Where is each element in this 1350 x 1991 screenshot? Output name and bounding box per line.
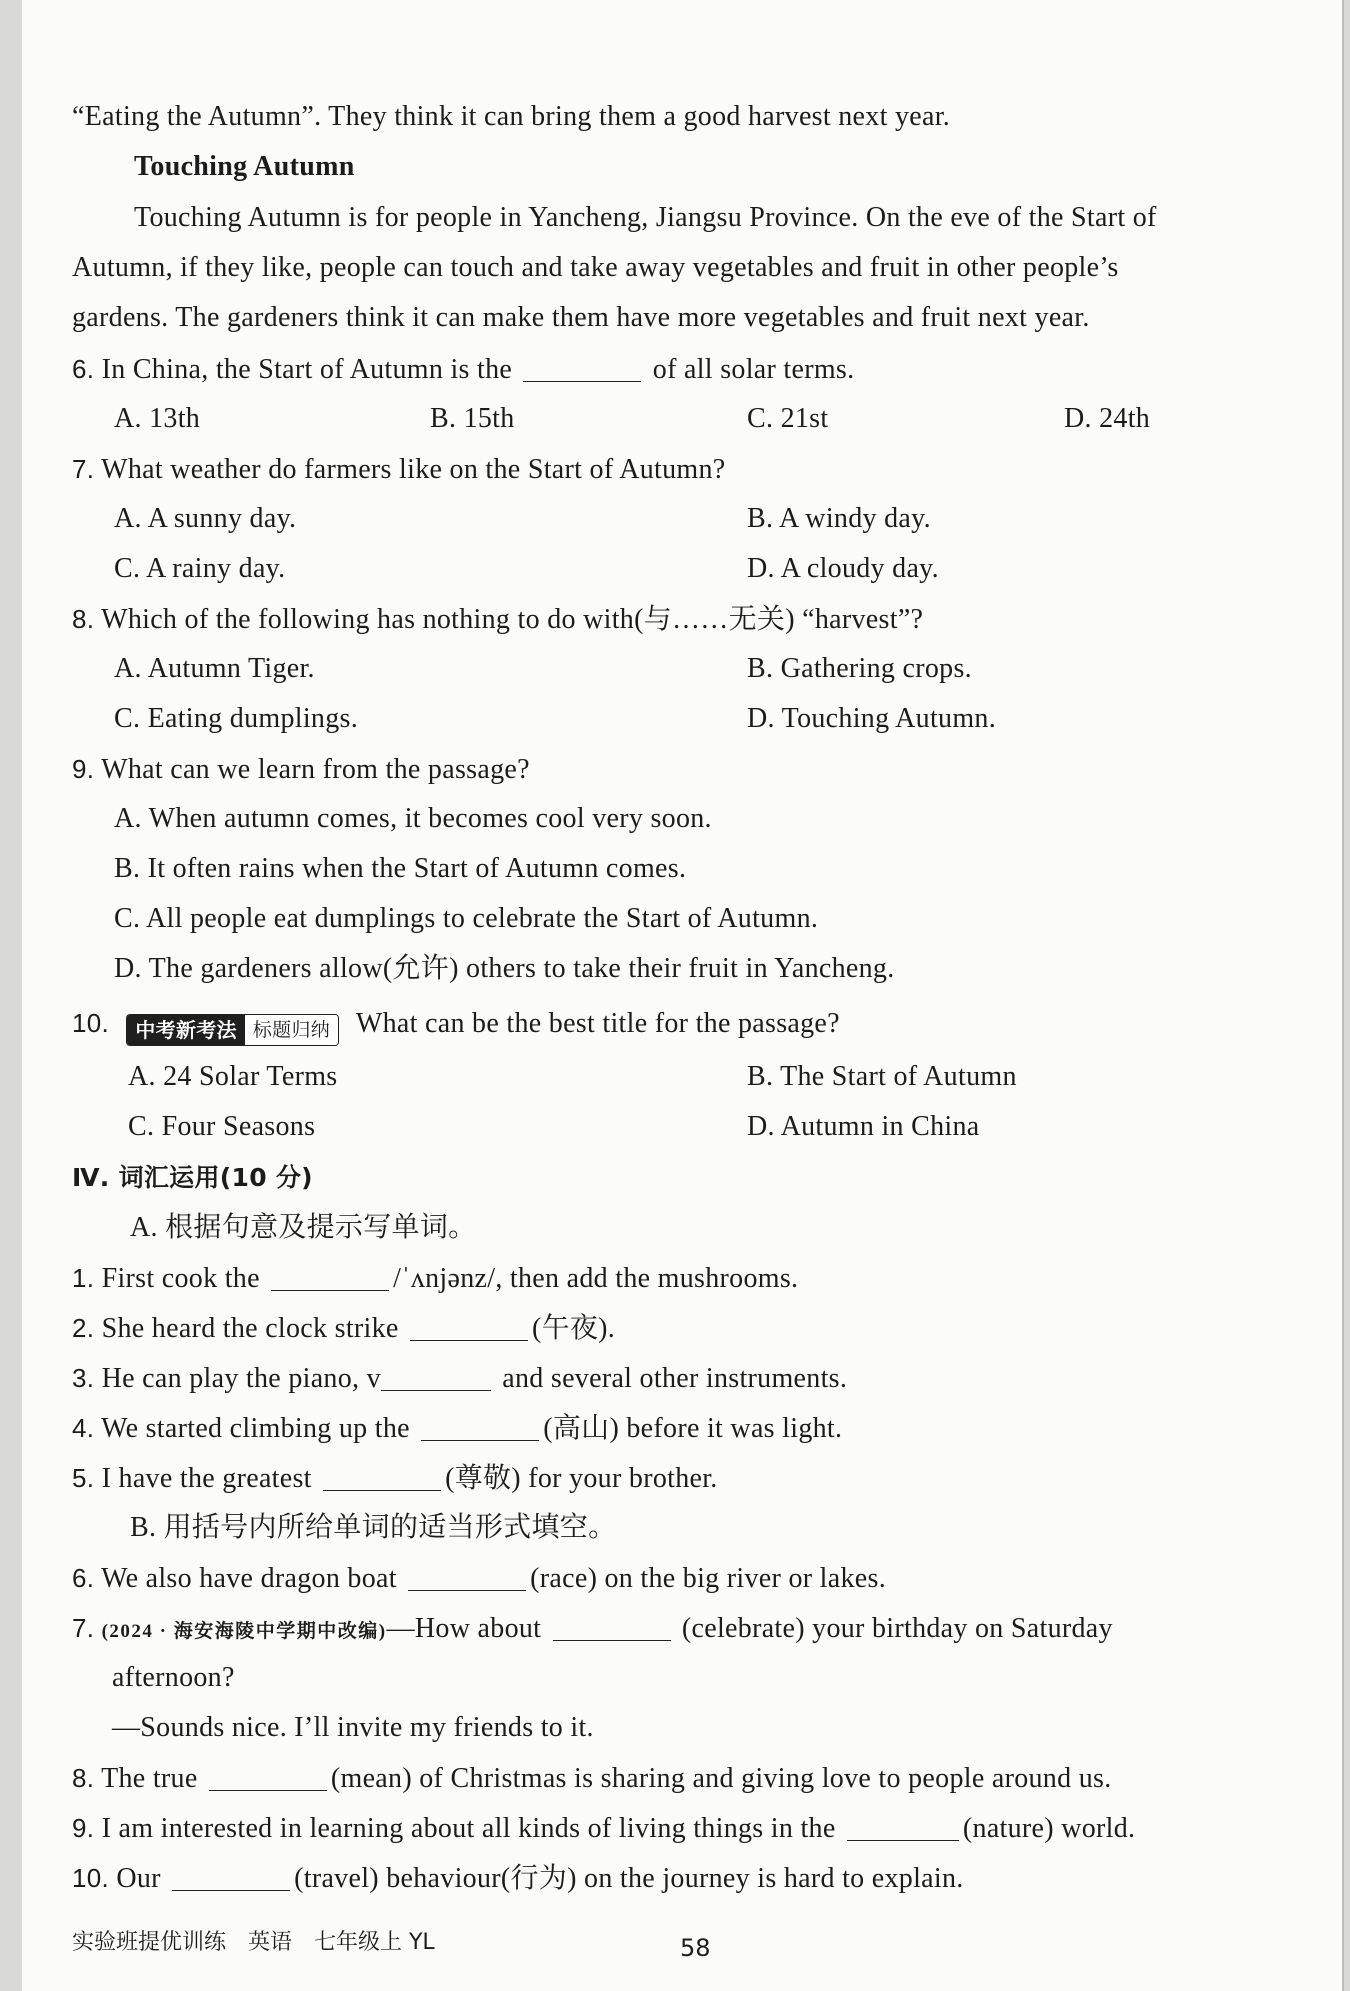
passage-line: Autumn, if they like, people can touch and take away vegetables and fruit in other people’s — [72, 252, 1119, 283]
option-a[interactable]: A. 24 Solar Terms — [128, 1061, 338, 1092]
option-c[interactable]: C. A rainy day. — [114, 553, 286, 584]
option-c[interactable]: C. 21st — [747, 403, 829, 434]
vocab-item-9 — [72, 1808, 1135, 1849]
item-number: 7. — [72, 1613, 95, 1643]
question-text: In China, the Start of Autumn is the — [101, 354, 513, 385]
vocab-item-3 — [72, 1358, 847, 1399]
answer-blank[interactable] — [847, 1812, 959, 1841]
item-text: /ˈʌnjənz/, then add the mushrooms. — [393, 1263, 799, 1294]
answer-blank[interactable] — [323, 1462, 441, 1491]
item-text: (mean) of Christmas is sharing and giving love to people around us. — [330, 1763, 1112, 1794]
part-b-instruction: B. 用括号内所给单词的适当形式填空。 — [130, 1512, 617, 1543]
item-text: (nature) world. — [962, 1813, 1136, 1844]
option-d[interactable]: D. Autumn in China — [747, 1111, 980, 1142]
dialogue-reply: —Sounds nice. I’ll invite my friends to it. — [112, 1712, 594, 1743]
answer-blank[interactable] — [410, 1312, 528, 1341]
option-d[interactable]: D. 24th — [1064, 403, 1151, 434]
option-b[interactable]: B. 15th — [430, 403, 515, 434]
item-text: I am interested in learning about all kinds of living things in the — [101, 1813, 836, 1844]
passage-line: gardens. The gardeners think it can make them have more vegetables and fruit next year. — [72, 302, 1090, 333]
item-text: The true — [101, 1763, 198, 1794]
passage-line: “Eating the Autumn”. They think it can bring them a good harvest next year. — [72, 101, 951, 132]
part-a-instruction: A. 根据句意及提示写单词。 — [130, 1212, 477, 1243]
question-text: What can be the best title for the passage? — [355, 1008, 840, 1039]
option-b[interactable]: B. Gathering crops. — [747, 653, 972, 684]
question-number: 10. — [72, 1008, 110, 1038]
footer-book-title: 实验班提优训练 英语 七年级上 YL — [72, 1930, 435, 1955]
item-text: and several other instruments. — [502, 1363, 848, 1394]
page-edge-divider — [1342, 0, 1344, 1991]
option-c[interactable]: C. Eating dumplings. — [114, 703, 358, 734]
item-text: I have the greatest — [101, 1463, 312, 1494]
question-number: 6. — [72, 354, 95, 384]
answer-blank[interactable] — [408, 1562, 526, 1591]
option-a[interactable]: A. When autumn comes, it becomes cool very soon. — [114, 803, 712, 834]
option-d[interactable]: D. The gardeners allow(允许) others to take their fruit in Yancheng. — [114, 953, 895, 984]
passage-heading: Touching Autumn — [134, 151, 355, 182]
vocab-item-6 — [72, 1558, 886, 1599]
item-text: (尊敬) for your brother. — [445, 1463, 718, 1494]
question-number: 7. — [72, 454, 95, 484]
answer-blank[interactable] — [271, 1262, 389, 1291]
section-title: Ⅳ. 词汇运用(10 分) — [72, 1163, 313, 1192]
answer-blank[interactable] — [421, 1412, 539, 1441]
item-text: —How about — [386, 1613, 542, 1644]
vocab-item-4 — [72, 1408, 842, 1449]
item-text: (celebrate) your birthday on Saturday — [681, 1613, 1113, 1644]
item-number: 9. — [72, 1813, 95, 1843]
option-b[interactable]: B. It often rains when the Start of Autumn comes. — [114, 853, 687, 884]
item-number: 6. — [72, 1563, 95, 1593]
question-9 — [72, 749, 530, 790]
answer-blank[interactable] — [381, 1362, 491, 1391]
item-number: 1. — [72, 1263, 95, 1293]
option-a[interactable]: A. Autumn Tiger. — [114, 653, 315, 684]
item-text: First cook the — [101, 1263, 260, 1294]
item-number: 5. — [72, 1463, 95, 1493]
vocab-item-10 — [72, 1858, 964, 1899]
item-number: 3. — [72, 1363, 95, 1393]
item-text: (travel) behaviour(行为) on the journey is hard to explain. — [294, 1863, 964, 1894]
question-10 — [72, 1003, 840, 1046]
option-b[interactable]: B. The Start of Autumn — [747, 1061, 1017, 1092]
answer-blank[interactable] — [523, 353, 641, 382]
question-number: 9. — [72, 754, 95, 784]
item-number: 10. — [72, 1863, 110, 1893]
workbook-page — [22, 0, 1344, 1991]
option-d[interactable]: D. A cloudy day. — [747, 553, 939, 584]
item-number: 8. — [72, 1763, 95, 1793]
question-text: What weather do farmers like on the Start of Autumn? — [101, 454, 726, 485]
question-6 — [72, 349, 854, 390]
item-text: (race) on the big river or lakes. — [530, 1563, 886, 1594]
item-text: He can play the piano, v — [101, 1363, 381, 1394]
vocab-item-5 — [72, 1458, 718, 1499]
page-number: 58 — [680, 1934, 711, 1962]
answer-blank[interactable] — [553, 1612, 671, 1641]
item-text: (高山) before it was light. — [543, 1413, 843, 1444]
option-a[interactable]: A. 13th — [114, 403, 201, 434]
item-number: 2. — [72, 1313, 95, 1343]
option-b[interactable]: B. A windy day. — [747, 503, 931, 534]
exam-method-tag — [126, 1014, 339, 1046]
item-continuation: afternoon? — [112, 1662, 235, 1693]
answer-blank[interactable] — [172, 1862, 290, 1891]
tag-light-label: 标题归纳 — [245, 1015, 338, 1045]
item-text: We also have dragon boat — [101, 1563, 397, 1594]
tag-dark-label: 中考新考法 — [127, 1015, 245, 1045]
passage-line: Touching Autumn is for people in Yancheng, Jiangsu Province. On the eve of the Start of — [134, 202, 1157, 233]
vocab-item-8 — [72, 1758, 1112, 1799]
option-c[interactable]: C. All people eat dumplings to celebrate the Start of Autumn. — [114, 903, 819, 934]
question-7 — [72, 449, 726, 490]
option-c[interactable]: C. Four Seasons — [128, 1111, 316, 1142]
item-number: 4. — [72, 1413, 95, 1443]
question-text: Which of the following has nothing to do with(与……无关) “harvest”? — [101, 604, 924, 635]
question-text: What can we learn from the passage? — [101, 754, 530, 785]
question-text: of all solar terms. — [652, 354, 855, 385]
vocab-item-1 — [72, 1258, 798, 1299]
option-a[interactable]: A. A sunny day. — [114, 503, 297, 534]
option-d[interactable]: D. Touching Autumn. — [747, 703, 997, 734]
answer-blank[interactable] — [209, 1762, 327, 1791]
vocab-item-2 — [72, 1308, 615, 1349]
source-note: (2024 · 海安海陵中学期中改编) — [101, 1621, 387, 1642]
item-text: We started climbing up the — [101, 1413, 410, 1444]
question-number: 8. — [72, 604, 95, 634]
question-8 — [72, 599, 923, 640]
item-text: She heard the clock strike — [101, 1313, 399, 1344]
item-text: Our — [116, 1863, 161, 1894]
item-text: (午夜). — [531, 1313, 616, 1344]
vocab-item-7 — [72, 1608, 1113, 1652]
